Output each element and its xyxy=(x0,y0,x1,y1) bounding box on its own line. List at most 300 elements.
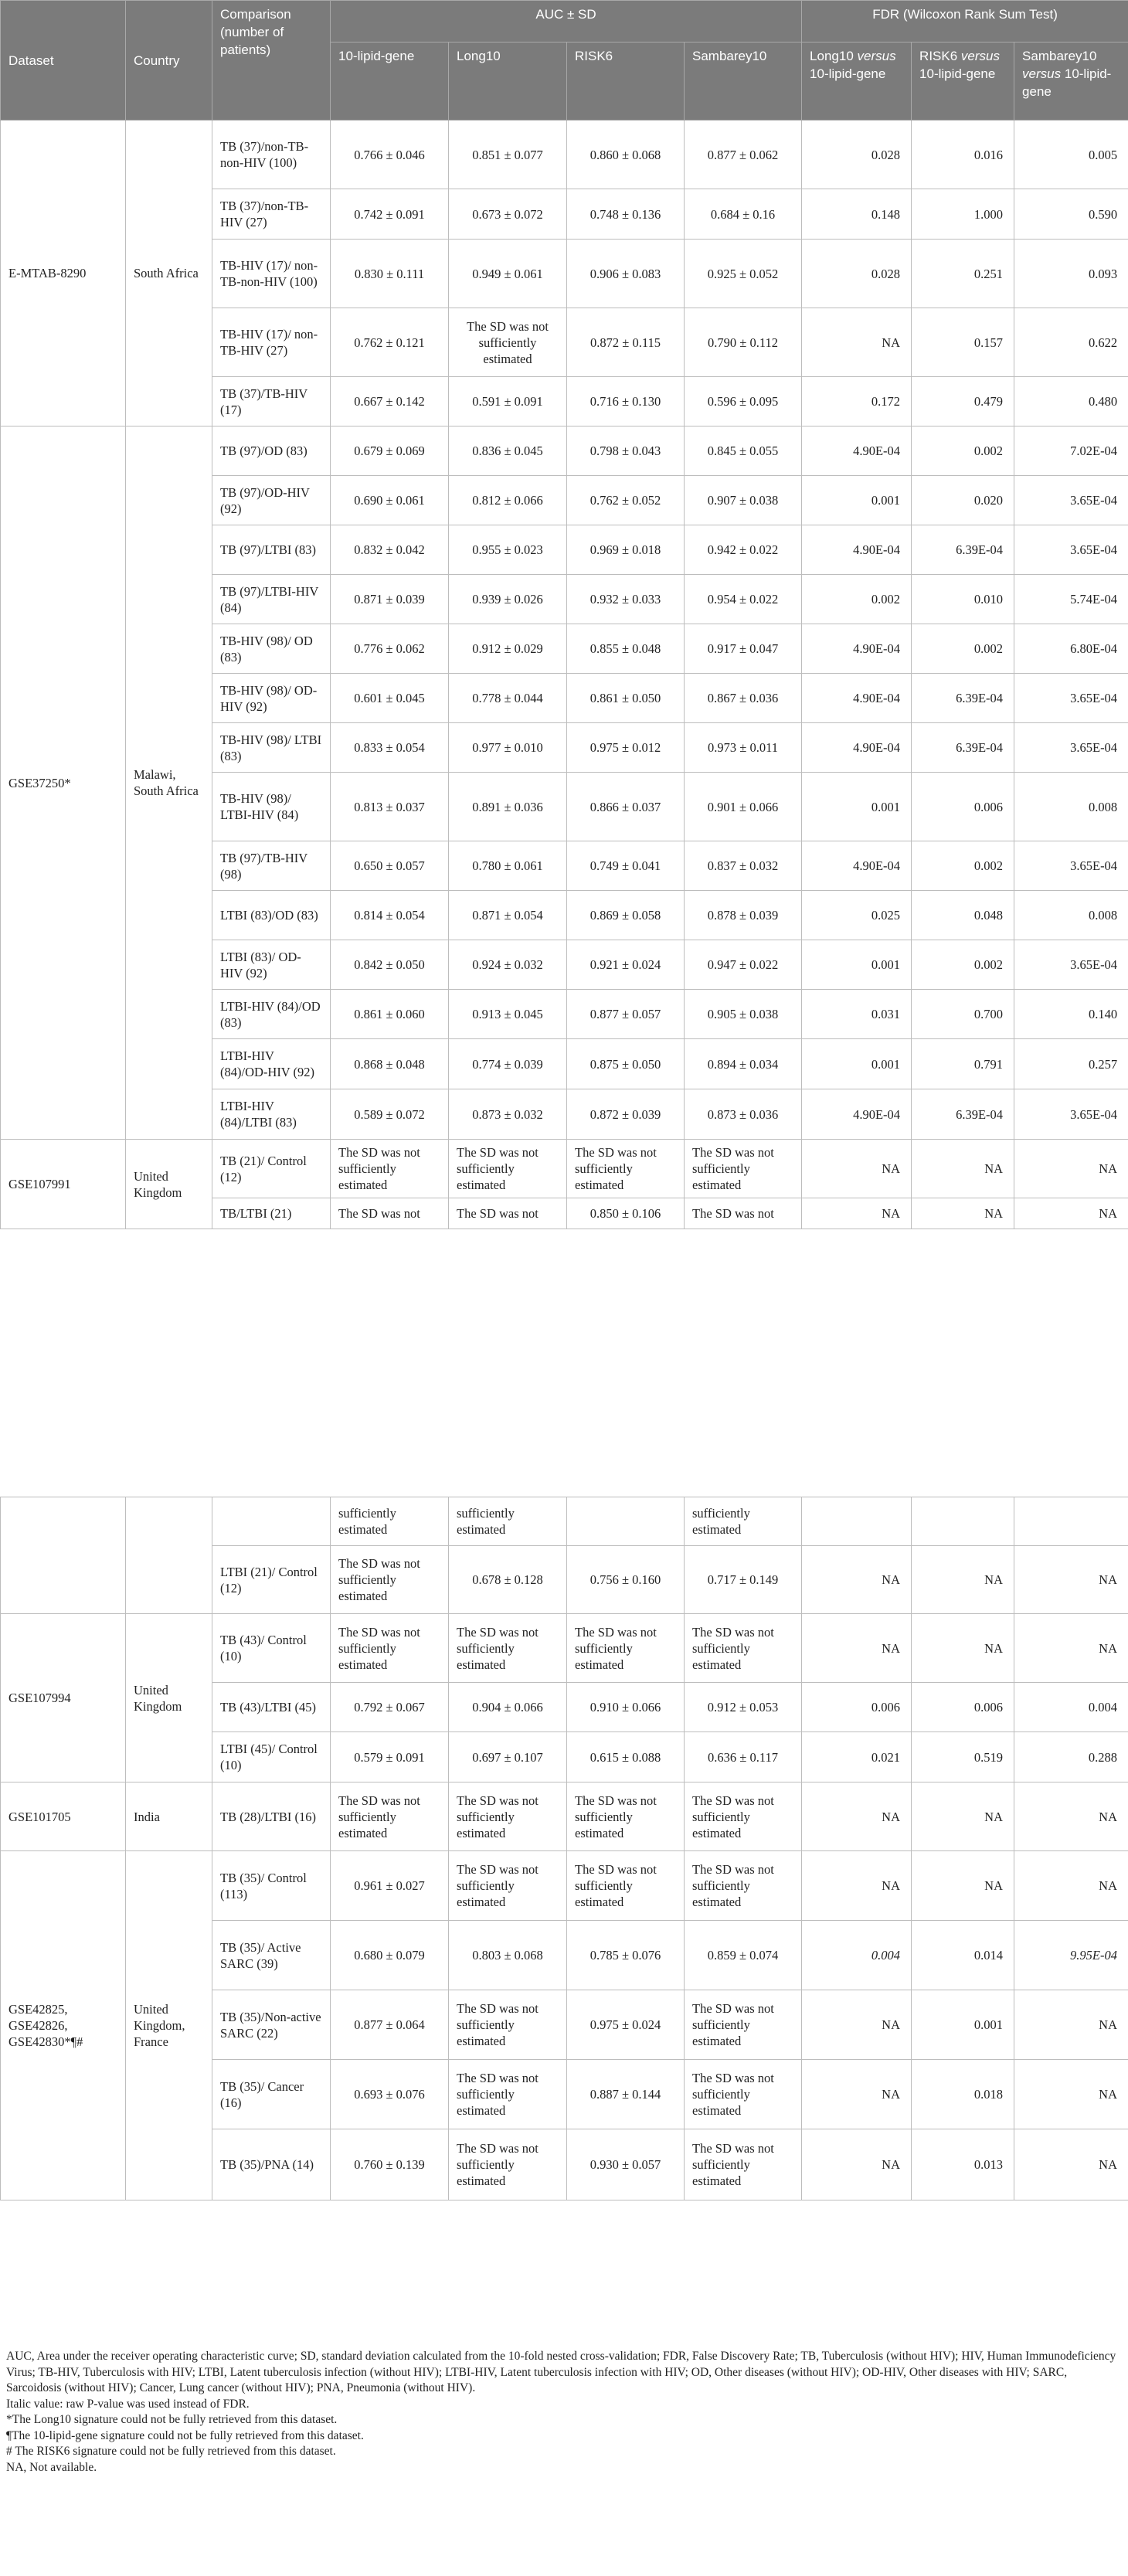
auc-cell: 0.867 ± 0.036 xyxy=(685,674,802,723)
fdr-cell: 0.001 xyxy=(912,1990,1014,2060)
sd-note-cell: The SD was not sufficiently estimated xyxy=(449,1614,567,1683)
hdr-text: 10-lipid-gene xyxy=(810,66,886,81)
auc-cell: 0.615 ± 0.088 xyxy=(567,1732,685,1782)
fdr-cell: 7.02E-04 xyxy=(1014,427,1128,476)
auc-cell: 0.954 ± 0.022 xyxy=(685,575,802,624)
sd-note-cell: The SD was not sufficiently estimated xyxy=(449,1851,567,1921)
hdr-text: 10-lipid-gene xyxy=(1022,66,1112,99)
sd-note-cell: The SD was not sufficiently estimated xyxy=(567,1140,685,1198)
comparison-cell: TB-HIV (17)/ non-TB-HIV (27) xyxy=(212,308,331,377)
header-auc-group: AUC ± SD xyxy=(331,1,802,42)
auc-cell: 0.977 ± 0.010 xyxy=(449,723,567,773)
auc-cell: 0.579 ± 0.091 xyxy=(331,1732,449,1782)
fdr-cell: 0.002 xyxy=(912,427,1014,476)
header-country: Country xyxy=(126,1,212,121)
auc-cell: 0.680 ± 0.079 xyxy=(331,1921,449,1990)
comparison-cell: TB-HIV (98)/ OD-HIV (92) xyxy=(212,674,331,723)
hdr-text: Sambarey10 xyxy=(1022,49,1097,63)
header-risk6: RISK6 xyxy=(567,42,685,121)
fdr-cell: 6.39E-04 xyxy=(912,723,1014,773)
auc-cell: 0.878 ± 0.039 xyxy=(685,891,802,940)
fdr-cell: 0.791 xyxy=(912,1039,1014,1089)
sd-note-cell: The SD was not sufficiently estimated xyxy=(685,1851,802,1921)
fdr-cell: 0.013 xyxy=(912,2129,1014,2200)
fdr-cell: NA xyxy=(1014,2060,1128,2129)
fdr-cell: 0.001 xyxy=(802,476,912,525)
fdr-cell: 0.028 xyxy=(802,240,912,308)
auc-cell: 0.762 ± 0.052 xyxy=(567,476,685,525)
sd-note-cell: The SD was not sufficiently estimated xyxy=(685,2060,802,2129)
comparison-cell: TB (97)/OD (83) xyxy=(212,427,331,476)
auc-cell: 0.760 ± 0.139 xyxy=(331,2129,449,2200)
fdr-cell: 0.018 xyxy=(912,2060,1014,2129)
auc-cell: 0.780 ± 0.061 xyxy=(449,841,567,891)
sd-note-cell: The SD was not sufficiently estimated xyxy=(449,1782,567,1851)
table-footnotes xyxy=(6,2349,1119,2476)
table-row xyxy=(1,427,1128,476)
table-row xyxy=(1,1497,1128,1546)
comparison-cell: TB (21)/ Control (12) xyxy=(212,1140,331,1198)
auc-cell: 0.774 ± 0.039 xyxy=(449,1039,567,1089)
results-table-continued xyxy=(0,1497,1128,2200)
fdr-cell: 0.251 xyxy=(912,240,1014,308)
fdr-cell: NA xyxy=(1014,1614,1128,1683)
fdr-cell: NA xyxy=(1014,1782,1128,1851)
auc-cell: 0.907 ± 0.038 xyxy=(685,476,802,525)
auc-cell: 0.790 ± 0.112 xyxy=(685,308,802,377)
auc-cell: 0.832 ± 0.042 xyxy=(331,525,449,575)
sd-note-cell: The SD was not sufficiently estimated xyxy=(567,1614,685,1683)
auc-cell: 0.851 ± 0.077 xyxy=(449,121,567,189)
auc-cell: 0.803 ± 0.068 xyxy=(449,1921,567,1990)
fdr-cell: 0.020 xyxy=(912,476,1014,525)
fdr-cell: 0.006 xyxy=(802,1683,912,1732)
fdr-cell: 0.048 xyxy=(912,891,1014,940)
comparison-cell: TB (35)/Non-active SARC (22) xyxy=(212,1990,331,2060)
sd-note-cell: The SD was not sufficiently estimated xyxy=(685,2129,802,2200)
auc-cell: 0.792 ± 0.067 xyxy=(331,1683,449,1732)
fdr-cell: 0.288 xyxy=(1014,1732,1128,1782)
sd-note-cell: The SD was not sufficiently estimated xyxy=(567,1782,685,1851)
fdr-cell: 3.65E-04 xyxy=(1014,525,1128,575)
fdr-cell: NA xyxy=(912,1198,1014,1229)
empty-cell xyxy=(912,1497,1014,1546)
empty-cell xyxy=(567,1497,685,1546)
comparison-cell: TB-HIV (17)/ non-TB-non-HIV (100) xyxy=(212,240,331,308)
fdr-cell: 0.004 xyxy=(1014,1683,1128,1732)
auc-cell: 0.932 ± 0.033 xyxy=(567,575,685,624)
dataset-cell: GSE101705 xyxy=(1,1782,126,1851)
fdr-cell: NA xyxy=(912,1782,1014,1851)
auc-cell: 0.917 ± 0.047 xyxy=(685,624,802,674)
auc-cell: 0.813 ± 0.037 xyxy=(331,773,449,841)
auc-cell: 0.861 ± 0.060 xyxy=(331,990,449,1039)
sd-note-cell: The SD was not sufficiently estimated xyxy=(331,1782,449,1851)
fdr-cell: 0.002 xyxy=(912,841,1014,891)
fdr-cell: 6.39E-04 xyxy=(912,674,1014,723)
sd-note-cell-split: The SD was not xyxy=(685,1198,802,1229)
auc-cell: 0.955 ± 0.023 xyxy=(449,525,567,575)
fdr-cell: 0.001 xyxy=(802,1039,912,1089)
comparison-cell: LTBI-HIV (84)/OD (83) xyxy=(212,990,331,1039)
auc-cell: 0.690 ± 0.061 xyxy=(331,476,449,525)
table-body-part2 xyxy=(1,1497,1128,2200)
fdr-cell: NA xyxy=(802,1782,912,1851)
auc-cell: 0.589 ± 0.072 xyxy=(331,1089,449,1140)
comparison-cell: TB (37)/non-TB-non-HIV (100) xyxy=(212,121,331,189)
auc-cell: 0.873 ± 0.032 xyxy=(449,1089,567,1140)
table-row xyxy=(1,1782,1128,1851)
fdr-cell: 0.001 xyxy=(802,773,912,841)
sd-note-cell-split: The SD was not xyxy=(331,1198,449,1229)
hdr-text: RISK6 xyxy=(919,49,958,63)
fdr-cell: NA xyxy=(1014,1140,1128,1198)
auc-cell: 0.762 ± 0.121 xyxy=(331,308,449,377)
fdr-cell: 3.65E-04 xyxy=(1014,674,1128,723)
comparison-cell: TB (43)/LTBI (45) xyxy=(212,1683,331,1732)
auc-cell: 0.830 ± 0.111 xyxy=(331,240,449,308)
fdr-cell: 4.90E-04 xyxy=(802,624,912,674)
comparison-cell: LTBI-HIV (84)/OD-HIV (92) xyxy=(212,1039,331,1089)
raw-p-value: 9.95E-04 xyxy=(1070,1948,1117,1963)
table-row xyxy=(1,1851,1128,1921)
country-cell-empty xyxy=(126,1497,212,1614)
fdr-cell: NA xyxy=(912,1140,1014,1198)
fdr-cell: 4.90E-04 xyxy=(802,723,912,773)
comparison-cell: TB (35)/PNA (14) xyxy=(212,2129,331,2200)
auc-cell: 0.868 ± 0.048 xyxy=(331,1039,449,1089)
sd-note-cell: The SD was not sufficiently estimated xyxy=(331,1614,449,1683)
auc-cell: 0.845 ± 0.055 xyxy=(685,427,802,476)
auc-cell: 0.921 ± 0.024 xyxy=(567,940,685,990)
fdr-cell: 6.39E-04 xyxy=(912,1089,1014,1140)
auc-cell: 0.855 ± 0.048 xyxy=(567,624,685,674)
fdr-cell: 0.001 xyxy=(802,940,912,990)
auc-cell: 0.894 ± 0.034 xyxy=(685,1039,802,1089)
sd-note-cell-split: sufficiently estimated xyxy=(685,1497,802,1546)
fdr-cell: NA xyxy=(802,308,912,377)
fdr-cell: NA xyxy=(1014,1990,1128,2060)
auc-cell: 0.975 ± 0.012 xyxy=(567,723,685,773)
auc-cell: 0.875 ± 0.050 xyxy=(567,1039,685,1089)
auc-cell: 0.925 ± 0.052 xyxy=(685,240,802,308)
table-body-part1 xyxy=(1,121,1128,1229)
fdr-cell: 4.90E-04 xyxy=(802,841,912,891)
auc-cell: 0.877 ± 0.062 xyxy=(685,121,802,189)
fdr-cell: 0.622 xyxy=(1014,308,1128,377)
hdr-text: Long10 xyxy=(810,49,854,63)
fdr-cell: 0.010 xyxy=(912,575,1014,624)
auc-cell: 0.887 ± 0.144 xyxy=(567,2060,685,2129)
fdr-cell: 0.093 xyxy=(1014,240,1128,308)
comparison-cell: TB (97)/LTBI-HIV (84) xyxy=(212,575,331,624)
fdr-cell: 0.002 xyxy=(912,940,1014,990)
country-cell: South Africa xyxy=(126,121,212,427)
comparison-cell: LTBI (83)/ OD-HIV (92) xyxy=(212,940,331,990)
hdr-versus: versus xyxy=(1022,66,1062,81)
dataset-cell: GSE42825, GSE42826, GSE42830*¶# xyxy=(1,1851,126,2200)
sd-note-cell: The SD was not sufficiently estimated xyxy=(567,1851,685,1921)
fdr-cell: 5.74E-04 xyxy=(1014,575,1128,624)
fdr-cell: 3.65E-04 xyxy=(1014,476,1128,525)
sd-note-cell: The SD was not sufficiently estimated xyxy=(685,1614,802,1683)
fdr-cell: 6.39E-04 xyxy=(912,525,1014,575)
auc-cell: 0.601 ± 0.045 xyxy=(331,674,449,723)
fdr-cell: 0.519 xyxy=(912,1732,1014,1782)
country-cell: United Kingdom xyxy=(126,1140,212,1229)
empty-cell xyxy=(802,1497,912,1546)
fdr-cell: 1.000 xyxy=(912,189,1014,240)
fdr-cell: 0.025 xyxy=(802,891,912,940)
comparison-cell: TB (35)/ Cancer (16) xyxy=(212,2060,331,2129)
sd-note-cell: The SD was not sufficiently estimated xyxy=(449,1140,567,1198)
comparison-cell: TB-HIV (98)/ LTBI-HIV (84) xyxy=(212,773,331,841)
country-cell: India xyxy=(126,1782,212,1851)
fdr-cell: 0.002 xyxy=(912,624,1014,674)
auc-cell: 0.973 ± 0.011 xyxy=(685,723,802,773)
fdr-cell: 0.005 xyxy=(1014,121,1128,189)
sd-note-cell: The SD was not sufficiently estimated xyxy=(449,2129,567,2200)
sd-note-cell: The SD was not sufficiently estimated xyxy=(685,1782,802,1851)
comparison-cell-empty xyxy=(212,1497,331,1546)
fdr-cell: NA xyxy=(802,1851,912,1921)
auc-cell: 0.924 ± 0.032 xyxy=(449,940,567,990)
auc-cell: 0.859 ± 0.074 xyxy=(685,1921,802,1990)
raw-p-value: 0.004 xyxy=(871,1948,900,1963)
header-10-lipid: 10-lipid-gene xyxy=(331,42,449,121)
fdr-cell: 0.028 xyxy=(802,121,912,189)
auc-cell: 0.693 ± 0.076 xyxy=(331,2060,449,2129)
auc-cell: 0.975 ± 0.024 xyxy=(567,1990,685,2060)
hdr-versus: versus xyxy=(857,49,896,63)
country-cell: United Kingdom, France xyxy=(126,1851,212,2200)
sd-note-cell: The SD was not sufficiently estimated xyxy=(685,1990,802,2060)
sd-note-cell: The SD was not sufficiently estimated xyxy=(331,1140,449,1198)
fdr-cell: 0.148 xyxy=(802,189,912,240)
fdr-cell: 0.480 xyxy=(1014,377,1128,427)
dataset-cell: GSE37250* xyxy=(1,427,126,1140)
auc-cell: 0.776 ± 0.062 xyxy=(331,624,449,674)
header-fdr-long10 xyxy=(802,42,912,121)
auc-cell: 0.798 ± 0.043 xyxy=(567,427,685,476)
fdr-cell: NA xyxy=(912,1546,1014,1614)
comparison-cell: LTBI (45)/ Control (10) xyxy=(212,1732,331,1782)
auc-cell: 0.939 ± 0.026 xyxy=(449,575,567,624)
auc-cell: 0.766 ± 0.046 xyxy=(331,121,449,189)
table-row xyxy=(1,1140,1128,1198)
fdr-cell: NA xyxy=(802,2129,912,2200)
auc-cell: 0.842 ± 0.050 xyxy=(331,940,449,990)
auc-cell: 0.949 ± 0.061 xyxy=(449,240,567,308)
comparison-cell: TB-HIV (98)/ OD (83) xyxy=(212,624,331,674)
comparison-cell: TB (28)/LTBI (16) xyxy=(212,1782,331,1851)
fdr-cell: 0.257 xyxy=(1014,1039,1128,1089)
auc-cell: 0.930 ± 0.057 xyxy=(567,2129,685,2200)
auc-cell: 0.872 ± 0.039 xyxy=(567,1089,685,1140)
fdr-cell: 0.590 xyxy=(1014,189,1128,240)
comparison-cell: TB-HIV (98)/ LTBI (83) xyxy=(212,723,331,773)
fdr-cell: 3.65E-04 xyxy=(1014,1089,1128,1140)
fdr-cell: 0.006 xyxy=(912,1683,1014,1732)
fdr-cell: NA xyxy=(802,2060,912,2129)
footnote-star: *The Long10 signature could not be fully retrieved from this dataset. xyxy=(6,2413,338,2426)
fdr-cell: 3.65E-04 xyxy=(1014,841,1128,891)
fdr-cell: 0.140 xyxy=(1014,990,1128,1039)
empty-cell xyxy=(1014,1497,1128,1546)
fdr-cell: 4.90E-04 xyxy=(802,674,912,723)
auc-cell: 0.717 ± 0.149 xyxy=(685,1546,802,1614)
fdr-cell: 0.016 xyxy=(912,121,1014,189)
country-cell: Malawi, South Africa xyxy=(126,427,212,1140)
footnote-abbreviations: AUC, Area under the receiver operating characteristic curve; SD, standard deviation calculated from the 10-fold nested cross-validation; FDR, False Discovery Rate; TB, Tuberculosis (without HIV); HIV, Human Immunodeficiency Virus; TB-HIV, Tuberculosis with HIV; LTBI, Latent tuberculosis infection (without HIV); LTBI-HIV, Latent tuberculosis infection with HIV; OD, Other diseases (without HIV); OD-HIV, Other diseases with HIV; SARC, Sarcoidosis (without HIV); Cancer, Lung cancer (without HIV); PNA, Pneumonia (without HIV). xyxy=(6,2350,1116,2394)
auc-cell: 0.673 ± 0.072 xyxy=(449,189,567,240)
header-dataset: Dataset xyxy=(1,1,126,121)
fdr-cell: 0.172 xyxy=(802,377,912,427)
table-row xyxy=(1,121,1128,189)
fdr-cell: 0.008 xyxy=(1014,773,1128,841)
auc-cell: 0.871 ± 0.039 xyxy=(331,575,449,624)
auc-cell: 0.910 ± 0.066 xyxy=(567,1683,685,1732)
auc-cell: 0.901 ± 0.066 xyxy=(685,773,802,841)
comparison-cell: TB (35)/ Active SARC (39) xyxy=(212,1921,331,1990)
fdr-cell: 0.700 xyxy=(912,990,1014,1039)
fdr-cell: 0.008 xyxy=(1014,891,1128,940)
auc-cell: 0.961 ± 0.027 xyxy=(331,1851,449,1921)
auc-cell: 0.748 ± 0.136 xyxy=(567,189,685,240)
auc-cell: 0.947 ± 0.022 xyxy=(685,940,802,990)
fdr-cell: 0.014 xyxy=(912,1921,1014,1990)
dataset-cell: GSE107994 xyxy=(1,1614,126,1782)
auc-cell: 0.678 ± 0.128 xyxy=(449,1546,567,1614)
hdr-versus: versus xyxy=(960,49,1000,63)
comparison-cell: TB (97)/LTBI (83) xyxy=(212,525,331,575)
auc-cell: 0.833 ± 0.054 xyxy=(331,723,449,773)
dataset-cell-empty xyxy=(1,1497,126,1614)
fdr-cell: NA xyxy=(802,1614,912,1683)
sd-note-cell: The SD was not sufficiently estimated xyxy=(685,1140,802,1198)
auc-cell: 0.812 ± 0.066 xyxy=(449,476,567,525)
fdr-cell: NA xyxy=(802,1546,912,1614)
comparison-cell: TB (37)/TB-HIV (17) xyxy=(212,377,331,427)
auc-cell: 0.969 ± 0.018 xyxy=(567,525,685,575)
fdr-cell: NA xyxy=(1014,1546,1128,1614)
auc-cell: 0.860 ± 0.068 xyxy=(567,121,685,189)
auc-cell: 0.877 ± 0.057 xyxy=(567,990,685,1039)
hdr-text: 10-lipid-gene xyxy=(919,66,996,81)
auc-cell: 0.785 ± 0.076 xyxy=(567,1921,685,1990)
sd-note-cell: The SD was not sufficiently estimated xyxy=(449,308,567,377)
auc-cell: 0.756 ± 0.160 xyxy=(567,1546,685,1614)
sd-note-cell-split: sufficiently estimated xyxy=(331,1497,449,1546)
auc-cell: 0.679 ± 0.069 xyxy=(331,427,449,476)
auc-cell: 0.873 ± 0.036 xyxy=(685,1089,802,1140)
comparison-cell: TB/LTBI (21) xyxy=(212,1198,331,1229)
comparison-cell: TB (37)/non-TB-HIV (27) xyxy=(212,189,331,240)
auc-cell: 0.912 ± 0.029 xyxy=(449,624,567,674)
auc-cell: 0.596 ± 0.095 xyxy=(685,377,802,427)
auc-cell: 0.742 ± 0.091 xyxy=(331,189,449,240)
sd-note-cell: The SD was not sufficiently estimated xyxy=(449,2060,567,2129)
country-cell: United Kingdom xyxy=(126,1614,212,1782)
auc-cell: 0.716 ± 0.130 xyxy=(567,377,685,427)
table-row xyxy=(1,1614,1128,1683)
auc-cell: 0.891 ± 0.036 xyxy=(449,773,567,841)
auc-cell: 0.942 ± 0.022 xyxy=(685,525,802,575)
fdr-cell: NA xyxy=(1014,1198,1128,1229)
sd-note-cell-split: The SD was not xyxy=(449,1198,567,1229)
auc-cell: 0.913 ± 0.045 xyxy=(449,990,567,1039)
comparison-cell: LTBI (83)/OD (83) xyxy=(212,891,331,940)
header-sambarey10: Sambarey10 xyxy=(685,42,802,121)
auc-cell: 0.778 ± 0.044 xyxy=(449,674,567,723)
auc-cell: 0.850 ± 0.106 xyxy=(567,1198,685,1229)
fdr-cell: 0.021 xyxy=(802,1732,912,1782)
fdr-cell: NA xyxy=(912,1851,1014,1921)
auc-cell: 0.872 ± 0.115 xyxy=(567,308,685,377)
header-comparison: Comparison (number of patients) xyxy=(212,1,331,121)
auc-cell: 0.591 ± 0.091 xyxy=(449,377,567,427)
fdr-cell: 3.65E-04 xyxy=(1014,940,1128,990)
auc-cell: 0.837 ± 0.032 xyxy=(685,841,802,891)
auc-cell: 0.905 ± 0.038 xyxy=(685,990,802,1039)
fdr-cell: 0.002 xyxy=(802,575,912,624)
fdr-cell-italic xyxy=(1014,1921,1128,1990)
comparison-cell: TB (97)/TB-HIV (98) xyxy=(212,841,331,891)
fdr-cell: 0.479 xyxy=(912,377,1014,427)
footnote-pilcrow: ¶The 10-lipid-gene signature could not be fully retrieved from this dataset. xyxy=(6,2428,364,2442)
auc-cell: 0.749 ± 0.041 xyxy=(567,841,685,891)
auc-cell: 0.667 ± 0.142 xyxy=(331,377,449,427)
sd-note-cell-split: sufficiently estimated xyxy=(449,1497,567,1546)
auc-cell: 0.684 ± 0.16 xyxy=(685,189,802,240)
auc-cell: 0.877 ± 0.064 xyxy=(331,1990,449,2060)
auc-cell: 0.871 ± 0.054 xyxy=(449,891,567,940)
sd-note-cell: The SD was not sufficiently estimated xyxy=(331,1546,449,1614)
fdr-cell: 0.006 xyxy=(912,773,1014,841)
fdr-cell: NA xyxy=(802,1990,912,2060)
fdr-cell: 4.90E-04 xyxy=(802,427,912,476)
fdr-cell: 6.80E-04 xyxy=(1014,624,1128,674)
header-fdr-sambarey10 xyxy=(1014,42,1128,121)
fdr-cell: NA xyxy=(802,1198,912,1229)
auc-cell: 0.836 ± 0.045 xyxy=(449,427,567,476)
footnote-na: NA, Not available. xyxy=(6,2460,97,2474)
comparison-cell: LTBI (21)/ Control (12) xyxy=(212,1546,331,1614)
fdr-cell: 0.031 xyxy=(802,990,912,1039)
auc-cell: 0.861 ± 0.050 xyxy=(567,674,685,723)
auc-cell: 0.912 ± 0.053 xyxy=(685,1683,802,1732)
comparison-cell: TB (35)/ Control (113) xyxy=(212,1851,331,1921)
auc-cell: 0.636 ± 0.117 xyxy=(685,1732,802,1782)
comparison-cell: LTBI-HIV (84)/LTBI (83) xyxy=(212,1089,331,1140)
fdr-cell: 4.90E-04 xyxy=(802,1089,912,1140)
comparison-cell: TB (97)/OD-HIV (92) xyxy=(212,476,331,525)
dataset-cell: E-MTAB-8290 xyxy=(1,121,126,427)
fdr-cell-italic xyxy=(802,1921,912,1990)
table-header xyxy=(1,1,1128,121)
auc-cell: 0.814 ± 0.054 xyxy=(331,891,449,940)
comparison-cell: TB (43)/ Control (10) xyxy=(212,1614,331,1683)
auc-cell: 0.697 ± 0.107 xyxy=(449,1732,567,1782)
fdr-cell: 4.90E-04 xyxy=(802,525,912,575)
results-table xyxy=(0,0,1128,1229)
fdr-cell: NA xyxy=(1014,1851,1128,1921)
fdr-cell: 0.157 xyxy=(912,308,1014,377)
fdr-cell: NA xyxy=(802,1140,912,1198)
auc-cell: 0.650 ± 0.057 xyxy=(331,841,449,891)
header-fdr-group: FDR (Wilcoxon Rank Sum Test) xyxy=(802,1,1128,42)
auc-cell: 0.869 ± 0.058 xyxy=(567,891,685,940)
